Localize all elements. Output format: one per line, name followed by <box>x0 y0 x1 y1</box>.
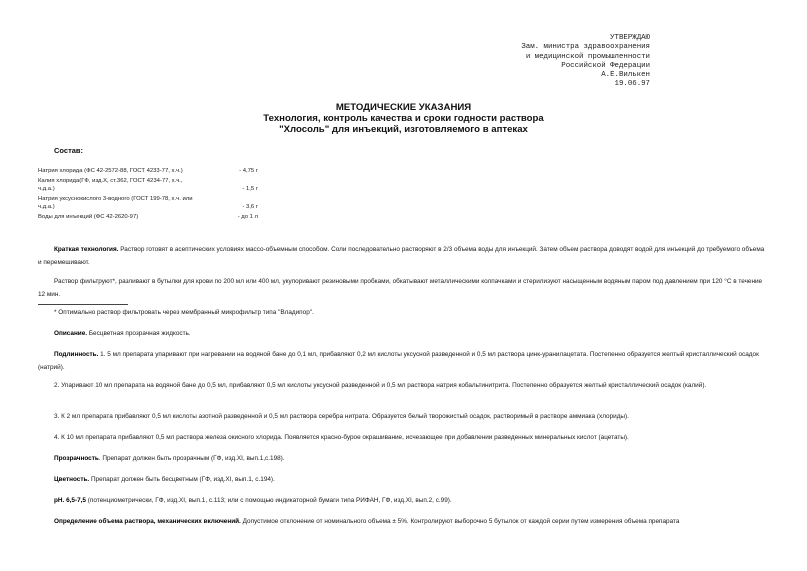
ingredient-amount: - до 1 л <box>237 213 258 220</box>
filtration-paragraph <box>38 276 768 301</box>
ph-label: pH. 6,5-7,5 <box>54 497 86 504</box>
approval-line: 19.06.97 <box>614 80 650 89</box>
ph-text: (потенциометрически, ГФ, изд.XI, вып.1, с.113; или с помощью индикаторной бумаги типа РИФАН, ГФ, изд.XI, вып.2, с.99). <box>85 497 452 504</box>
composition-heading: Состав: <box>54 146 84 155</box>
title-main: МЕТОДИЧЕСКИЕ УКАЗАНИЯ <box>335 102 472 113</box>
footnote-divider <box>38 304 128 305</box>
authenticity-test-2: 2. Упаривают 10 мл препарата на водяной бане до 0,5 мл, прибавляют 0,5 мл кислоты уксусной разведенной и 0,5 мл раствора натрия кобальтинитрита. Постепенно образуется желтый кристаллический осадок (калий). <box>54 382 707 389</box>
authenticity-test-1: 1. 5 мл препарата упаривают при нагревании на водяной бане до 0,1 мл, прибавляют 0,2 мл кислоты уксусной разведенной и 0,5 мл раствора цинк-уранилацетата. Постепенно образуется желтый кристаллический осадок (натрий). <box>38 351 759 371</box>
description-text: Бесцветная прозрачная жидкость. <box>87 330 191 337</box>
technology-paragraph <box>38 244 768 269</box>
ingredient-amount: - 1,5 г <box>242 185 258 192</box>
composition-row <box>38 176 258 194</box>
color-paragraph <box>54 474 768 487</box>
ingredient-amount: - 3,6 г <box>242 203 258 210</box>
document-title <box>0 102 807 135</box>
volume-text: Допустимое отклонение от номинального объема ± 5%. Контролируют выборочно 5 бутылок от каждой серии путем измерения объема препарата <box>240 518 680 525</box>
clarity-label: Прозрачность <box>54 455 99 462</box>
footnote <box>54 307 768 320</box>
authenticity-paragraph-3 <box>54 411 768 424</box>
footnote-text: * Оптимально раствор фильтровать через мембранный микрофильтр типа "Владипор". <box>54 309 314 316</box>
approval-line: УТВЕРЖДАЮ <box>610 34 650 42</box>
approval-line: А.Е.Вилькен <box>601 71 650 80</box>
approval-line: Российской Федерации <box>561 61 650 70</box>
technology-label: Краткая технология. <box>54 246 119 253</box>
ph-paragraph <box>54 495 768 508</box>
clarity-text: . Препарат должен быть прозрачным (ГФ, изд.XI, вып.1,с.198). <box>98 455 285 462</box>
composition-row <box>38 194 258 212</box>
ingredient-name: Натрия уксуснокислого 3-водного (ГОСТ 199-78, х.ч. или ч.д.а.) <box>38 195 193 210</box>
clarity-paragraph <box>54 453 768 466</box>
authenticity-label: Подлинность. <box>54 351 99 358</box>
volume-label: Определение объема раствора, механических включений. <box>54 518 241 525</box>
composition-row <box>38 166 258 176</box>
composition-row <box>38 212 258 222</box>
ingredient-name: Воды для инъекций (ФС 42-2620-97) <box>38 213 139 220</box>
color-text: Препарат должен быть бесцветным (ГФ, изд.XI, вып.1, с.194). <box>89 476 275 483</box>
approval-line: и медицинской промышленности <box>525 52 650 61</box>
approval-block <box>521 34 650 90</box>
ingredient-name: Натрия хлорида (ФС 42-2572-88, ГОСТ 4233-77, х.ч.) <box>38 168 183 174</box>
ingredient-amount: - 4,75 г <box>239 168 258 174</box>
authenticity-test-4: 4. К 10 мл препарата прибавляют 0,5 мл раствора железа окисного хлорида. Появляется красно-бурое окрашивание, исчезающее при добавлении разведенных минеральных кислот (ацетаты). <box>54 434 629 441</box>
color-label: Цветность. <box>54 476 90 483</box>
ingredient-name: Калия хлорида(ГФ, изд.X, ст.362, ГОСТ 4234-77, х.ч., ч.д.а.) <box>38 177 183 192</box>
composition-table <box>38 166 258 221</box>
volume-paragraph <box>54 516 768 529</box>
filtration-text: Раствор фильтруют*, разливают в бутылки для крови по 200 мл или 400 мл, укупоривают резиновыми пробками, обкатывают металлическими колпачками и стерилизуют насыщенным водяным паром под давлением при 120 °С в течение 12 мин. <box>38 278 763 298</box>
authenticity-paragraph-1 <box>38 349 768 374</box>
authenticity-test-3: 3. К 2 мл препарата прибавляют 0,5 мл кислоты азотной разведенной и 0,5 мл раствора серебра нитрата. Образуется белый творожистый осадок, растворимый в растворе аммиака (хлориды). <box>54 413 629 420</box>
authenticity-paragraph-2 <box>38 380 768 393</box>
approval-line: Зам. министра здравоохранения <box>521 43 650 52</box>
authenticity-paragraph-4 <box>54 432 768 445</box>
title-line-3: "Хлосоль" для инъекций, изготовляемого в аптеках <box>279 124 528 135</box>
title-line-2: Технология, контроль качества и сроки годности раствора <box>263 113 544 124</box>
technology-text: Раствор готовят в асептических условиях массо-объемным способом. Соли последовательно растворяют в 2/3 объема воды для инъекций. Затем объем раствора доводят водой для инъекций до требуемого объема и перемешивают. <box>38 246 765 266</box>
description-paragraph <box>54 328 768 341</box>
description-label: Описание. <box>54 330 88 337</box>
